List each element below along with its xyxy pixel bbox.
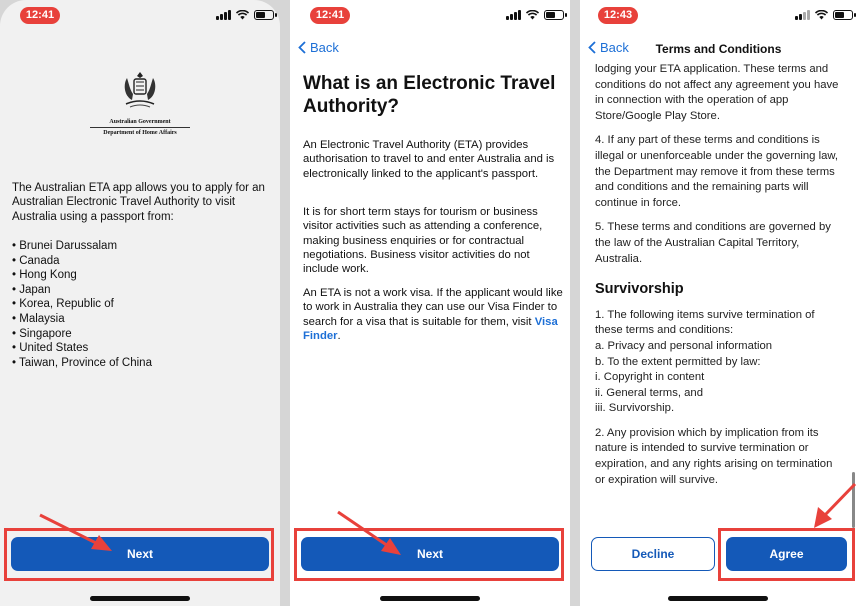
next-button[interactable]: Next bbox=[11, 537, 269, 571]
list-item: • Brunei Darussalam bbox=[12, 239, 272, 254]
list-item: • United States bbox=[12, 341, 272, 356]
logo-department-text: Department of Home Affairs bbox=[103, 130, 177, 136]
terms-line: iii. Survivorship. bbox=[595, 402, 675, 415]
back-label: Back bbox=[310, 40, 339, 55]
list-item: • Hong Kong bbox=[12, 268, 272, 283]
nav-title: Terms and Conditions bbox=[655, 42, 782, 56]
terms-line: b. To the extent permitted by law: bbox=[595, 355, 761, 368]
terms-paragraph: 4. If any part of these terms and conditions is illegal or unenforceable under the governing law, the Department may remove it from these terms and conditions and the remaining parts will continue in force. bbox=[595, 134, 839, 209]
list-item: • Malaysia bbox=[12, 312, 272, 327]
paragraph-text: An ETA is not a work visa. If the applicant would like to work in Australia they can use our Visa Finder to search for a visa that is suitable for them, visit bbox=[303, 287, 563, 328]
terms-paragraph: 5. These terms and conditions are governed by the law of the Australian Capital Territory, Australia. bbox=[595, 221, 831, 265]
back-label: Back bbox=[600, 40, 629, 55]
terms-line: ii. General terms, and bbox=[595, 386, 703, 399]
list-item: • Canada bbox=[12, 254, 272, 269]
arrow-icon bbox=[814, 484, 855, 528]
arrow-icon bbox=[40, 515, 112, 551]
status-time: 12:43 bbox=[598, 7, 638, 24]
terms-paragraph: 2. Any provision which by implication from its nature is intended to survive termination or expiration, and any rights arising on termination or expiration will survive. bbox=[595, 426, 833, 486]
intro-text: The Australian ETA app allows you to apply for an Australian Electronic Travel Authority to visit Australia using a passport from: bbox=[12, 182, 265, 223]
terms-line: i. Copyright in content bbox=[595, 371, 705, 384]
arrow-icon bbox=[338, 512, 401, 555]
list-item: • Taiwan, Province of China bbox=[12, 356, 272, 371]
paragraph-end: . bbox=[337, 329, 341, 342]
logo-government-text: Australian Government bbox=[90, 119, 190, 128]
terms-paragraph: lodging your ETA application. These terms and conditions do not affect any agreement you have in connection with the operation of app Store/Google Play Store. bbox=[595, 63, 839, 122]
decline-button[interactable]: Decline bbox=[591, 537, 715, 571]
paragraph-purpose: It is for short term stays for tourism or business visitor activities such as attending a conference, making business enquiries or for contractual negotiations. Business visitor activities do not include work. bbox=[303, 206, 543, 276]
status-time: 12:41 bbox=[310, 7, 350, 24]
list-item: • Singapore bbox=[12, 327, 272, 342]
agree-button[interactable]: Agree bbox=[726, 537, 847, 571]
status-time: 12:41 bbox=[20, 7, 60, 24]
visa-finder-link[interactable]: Visa Finder bbox=[303, 315, 558, 342]
terms-line: a. Privacy and personal information bbox=[595, 339, 773, 352]
section-title: Survivorship bbox=[595, 281, 684, 298]
list-item: • Japan bbox=[12, 283, 272, 298]
terms-line: 1. The following items survive termination of these terms and conditions: bbox=[595, 308, 815, 337]
next-button[interactable]: Next bbox=[301, 537, 559, 571]
page-title: What is an Electronic Travel Authority? bbox=[303, 73, 556, 117]
list-item: • Korea, Republic of bbox=[12, 297, 272, 312]
paragraph-definition: An Electronic Travel Authority (ETA) provides authorisation to travel to and enter Australia and is electronically linked to the applicant's passport. bbox=[303, 139, 555, 180]
